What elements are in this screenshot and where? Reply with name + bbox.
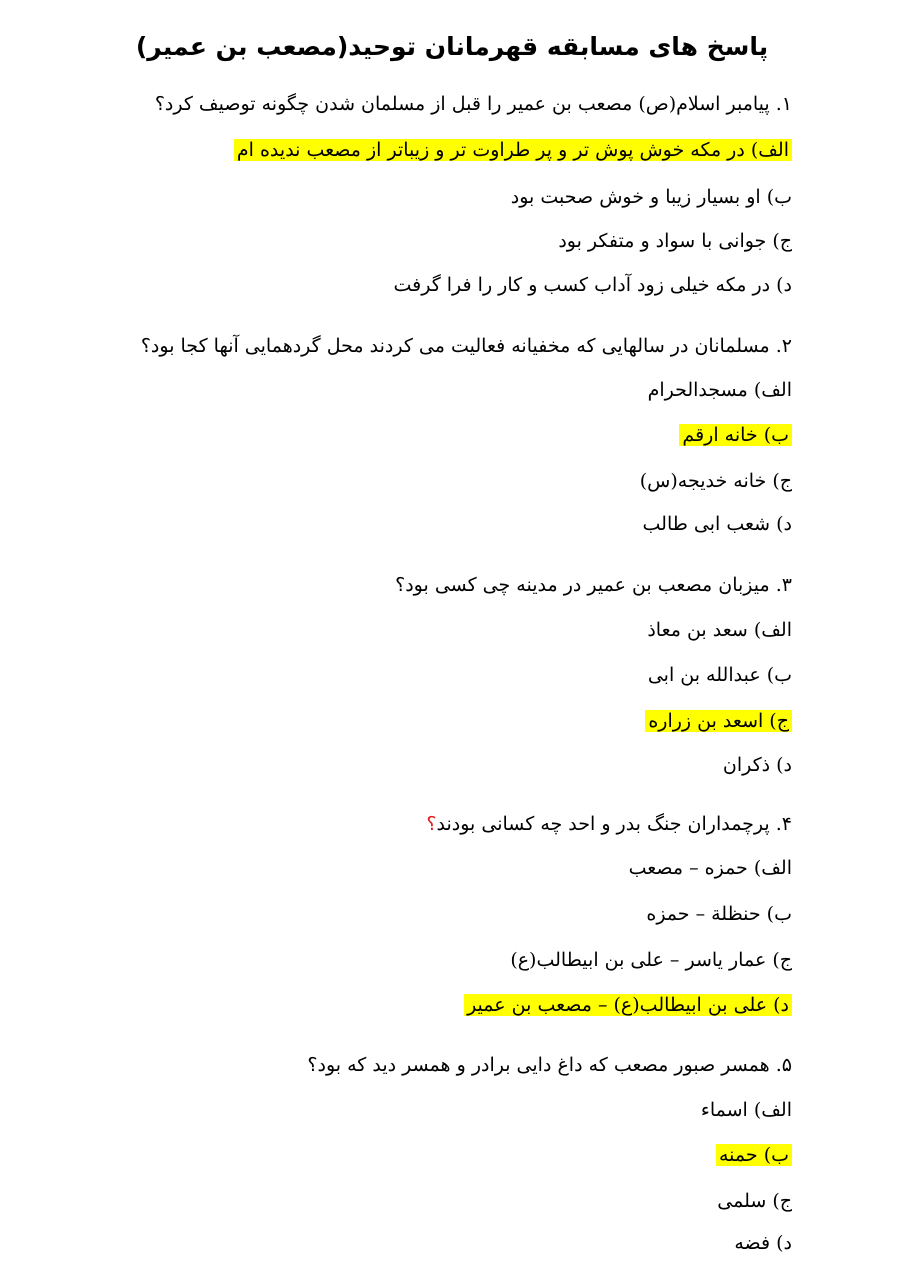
question-2: ۲. مسلمانان در سالهایی که مخفیانه فعالیت می کردند محل گردهمایی آنها کجا بود؟ [140, 335, 792, 357]
q5-option-b-highlighted: ب) حمنه [716, 1144, 792, 1166]
q4-option-c: ج) عمار یاسر – علی بن ابیطالب(ع) [510, 949, 792, 971]
q4-option-d-highlighted: د) علی بن ابیطالب(ع) – مصعب بن عمیر [464, 994, 792, 1016]
q2-option-a: الف) مسجدالحرام [647, 379, 792, 401]
question-4-text: ۴. پرچمداران جنگ بدر و احد چه کسانی بودند [436, 813, 792, 835]
q3-option-c-highlighted: ج) اسعد بن زراره [645, 710, 792, 732]
q3-option-a: الف) سعد بن معاذ [647, 619, 792, 641]
q5-option-a: الف) اسماء [700, 1099, 792, 1121]
q2-option-d: د) شعب ابی طالب [642, 513, 792, 535]
q5-option-b [716, 1135, 792, 1175]
question-4 [426, 804, 792, 844]
page-title: پاسخ های مسابقه قهرمانان توحید(مصعب بن عمیر) [135, 32, 769, 61]
q4-option-d [464, 985, 792, 1025]
q4-option-b: ب) حنظلة – حمزه [646, 903, 792, 925]
question-5: ۵. همسر صبور مصعب که داغ دایی برادر و همسر دید که بود؟ [307, 1054, 792, 1076]
question-4-mark: ؟ [426, 813, 437, 835]
q2-option-c: ج) خانه خدیجه(س) [639, 470, 792, 492]
q2-option-b [679, 415, 792, 455]
q3-option-c [645, 701, 792, 741]
q5-option-c: ج) سلمی [717, 1190, 792, 1212]
q3-option-d: د) ذکران [722, 754, 792, 776]
question-1: ۱. پیامبر اسلام(ص) مصعب بن عمیر را قبل از مسلمان شدن چگونه توصیف کرد؟ [154, 93, 792, 115]
q1-option-a [234, 130, 792, 170]
q4-option-a: الف) حمزه – مصعب [628, 857, 792, 879]
q2-option-b-highlighted: ب) خانه ارقم [679, 424, 792, 446]
q1-option-c: ج) جوانی با سواد و متفکر بود [558, 230, 792, 252]
q1-option-d: د) در مکه خیلی زود آداب کسب و کار را فرا گرفت [393, 274, 792, 296]
question-3: ۳. میزبان مصعب بن عمیر در مدینه چی کسی بود؟ [395, 574, 792, 596]
q1-option-b: ب) او بسیار زیبا و خوش صحبت بود [510, 186, 792, 208]
q1-option-a-highlighted: الف) در مکه خوش پوش تر و پر طراوت تر و زیباتر از مصعب ندیده ام [234, 139, 792, 161]
q5-option-d: د) فضه [734, 1232, 792, 1254]
q3-option-b: ب) عبدالله بن ابی [647, 664, 792, 686]
